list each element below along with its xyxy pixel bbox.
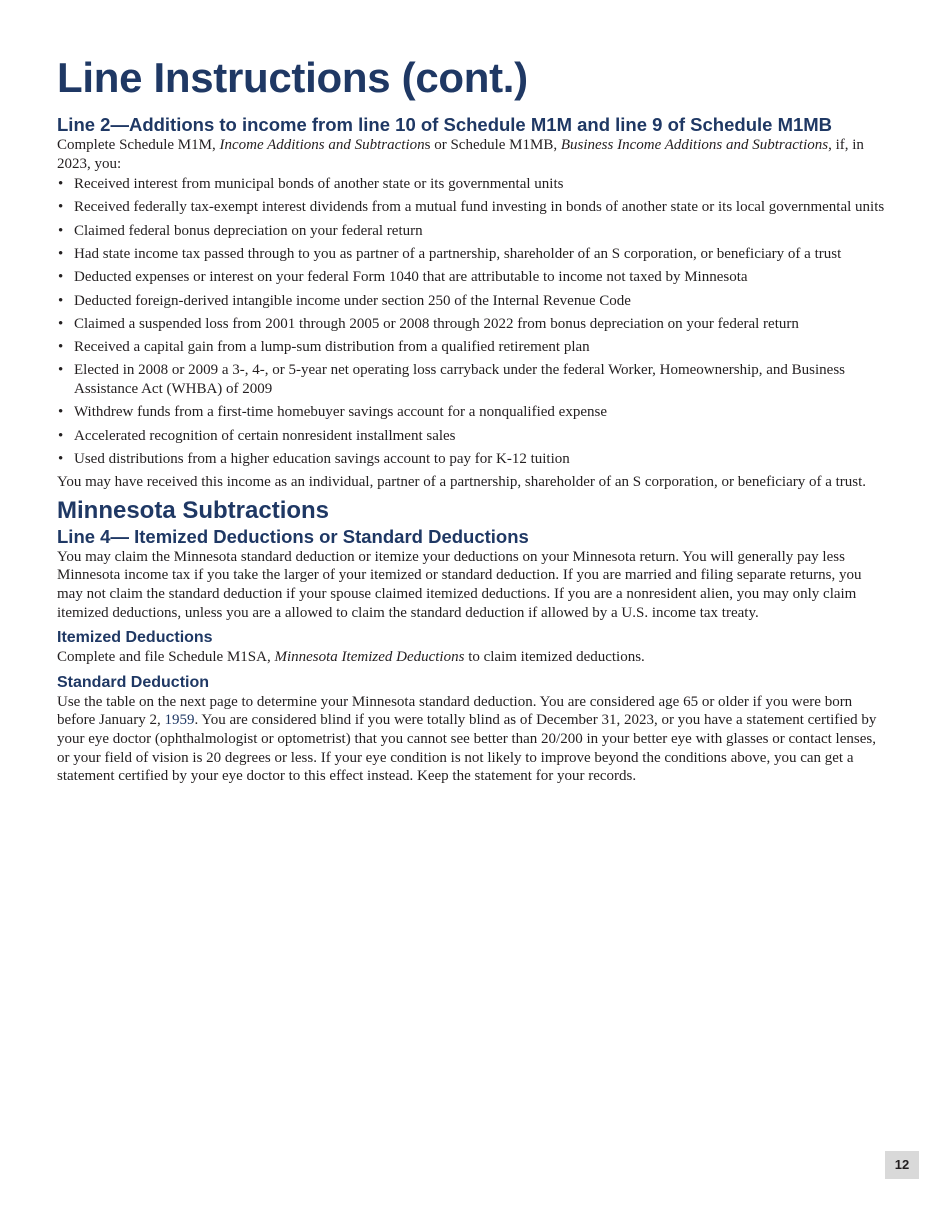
- bullet: •: [58, 176, 64, 193]
- bullet: •: [58, 269, 64, 286]
- line2-closing: You may have received this income as an individual, partner of a partnership, shareholder of an S corporation, or beneficiary of a trust.: [57, 474, 867, 491]
- list-item: • Used distributions from a higher education savings account to pay for K-12 tuition: [58, 450, 570, 467]
- bullet: •: [58, 292, 64, 309]
- line4-heading: Line 4— Itemized Deductions or Standard Deductions: [57, 525, 529, 547]
- itemized-body: Complete and file Schedule M1SA, Minnesota Itemized Deductions to claim itemized deductions.: [57, 649, 645, 666]
- bullet: •: [58, 450, 64, 467]
- line4-body: You may claim the Minnesota standard deduction or itemize your deductions on your Minnesota return. You will generally pay less Minnesota income tax if you take the larger of your itemized or standard deduction. If you are married and filing separate returns, you may not claim the standard deduction if your spouse claimed itemized deductions. If you are a nonresident alien, you may only claim itemized deductions, unless you are a allowed to claim the standard deduction if allowed by a U.S. income tax treaty.: [57, 548, 862, 621]
- list-item: • Received federally tax-exempt interest dividends from a mutual fund investing in bonds of another state or its local governmental units: [58, 199, 885, 216]
- list-item: • Deducted foreign-derived intangible income under section 250 of the Internal Revenue Code: [58, 292, 631, 309]
- bullet: •: [58, 246, 64, 263]
- list-item: • Accelerated recognition of certain nonresident installment sales: [58, 427, 456, 444]
- additions-list: [57, 175, 891, 468]
- list-item: • Claimed a suspended loss from 2001 through 2005 or 2008 through 2022 from bonus depreciation on your federal return: [58, 315, 799, 332]
- line2-intro: Complete Schedule M1M, Income Additions and Subtractions or Schedule M1MB, Business Income Additions and Subtractions, if, in 2023, you:: [57, 137, 864, 172]
- list-item: • Claimed federal bonus depreciation on your federal return: [58, 222, 423, 239]
- line2-heading: Line 2—Additions to income from line 10 of Schedule M1M and line 9 of Schedule M1MB: [57, 114, 833, 135]
- bullet: •: [58, 362, 64, 379]
- bullet: •: [58, 199, 64, 216]
- bullet: •: [58, 315, 64, 332]
- bullet: •: [58, 404, 64, 421]
- list-item: • Received interest from municipal bonds of another state or its governmental units: [58, 176, 564, 193]
- bullet: •: [58, 222, 64, 239]
- list-item: • Withdrew funds from a first-time homebuyer savings account for a nonqualified expense: [58, 404, 607, 421]
- list-item: • Elected in 2008 or 2009 a 3-, 4-, or 5-year net operating loss carryback under the federal Worker, Homeownership, and Business Assistance Act (WHBA) of 2009: [58, 362, 846, 398]
- page-title: Line Instructions (cont.): [57, 54, 528, 101]
- list-item: • Received a capital gain from a lump-sum distribution from a qualified retirement plan: [58, 339, 590, 356]
- bullet: •: [58, 339, 64, 356]
- standard-heading: Standard Deduction: [57, 673, 210, 691]
- standard-body: Use the table on the next page to determine your Minnesota standard deduction. You are considered age 65 or older if you were born before January 2, 1959. You are considered blind if you were totally blind as of December 31, 2023, or you have a statement certified by your eye doctor (ophthalmologist or optometrist) that you cannot see better than 20/200 in your better eye with glasses or contact lenses, or your field of vision is 20 degrees or less. If your eye condition is not likely to improve beyond the conditions above, you can get a statement certified by your eye doctor to this effect instead. Keep the statement for your records.: [57, 693, 877, 785]
- page-number: 12: [885, 1151, 919, 1179]
- list-item: • Had state income tax passed through to you as partner of a partnership, shareholder of an S corporation, or beneficiary of a trust: [58, 246, 842, 263]
- list-item: • Deducted expenses or interest on your federal Form 1040 that are attributable to income not taxed by Minnesota: [58, 269, 748, 286]
- itemized-heading: Itemized Deductions: [57, 629, 213, 647]
- bullet: •: [58, 427, 64, 444]
- section-heading-subtractions: Minnesota Subtractions: [57, 496, 330, 524]
- year-link[interactable]: 1959: [164, 712, 195, 729]
- document-page: [57, 52, 891, 786]
